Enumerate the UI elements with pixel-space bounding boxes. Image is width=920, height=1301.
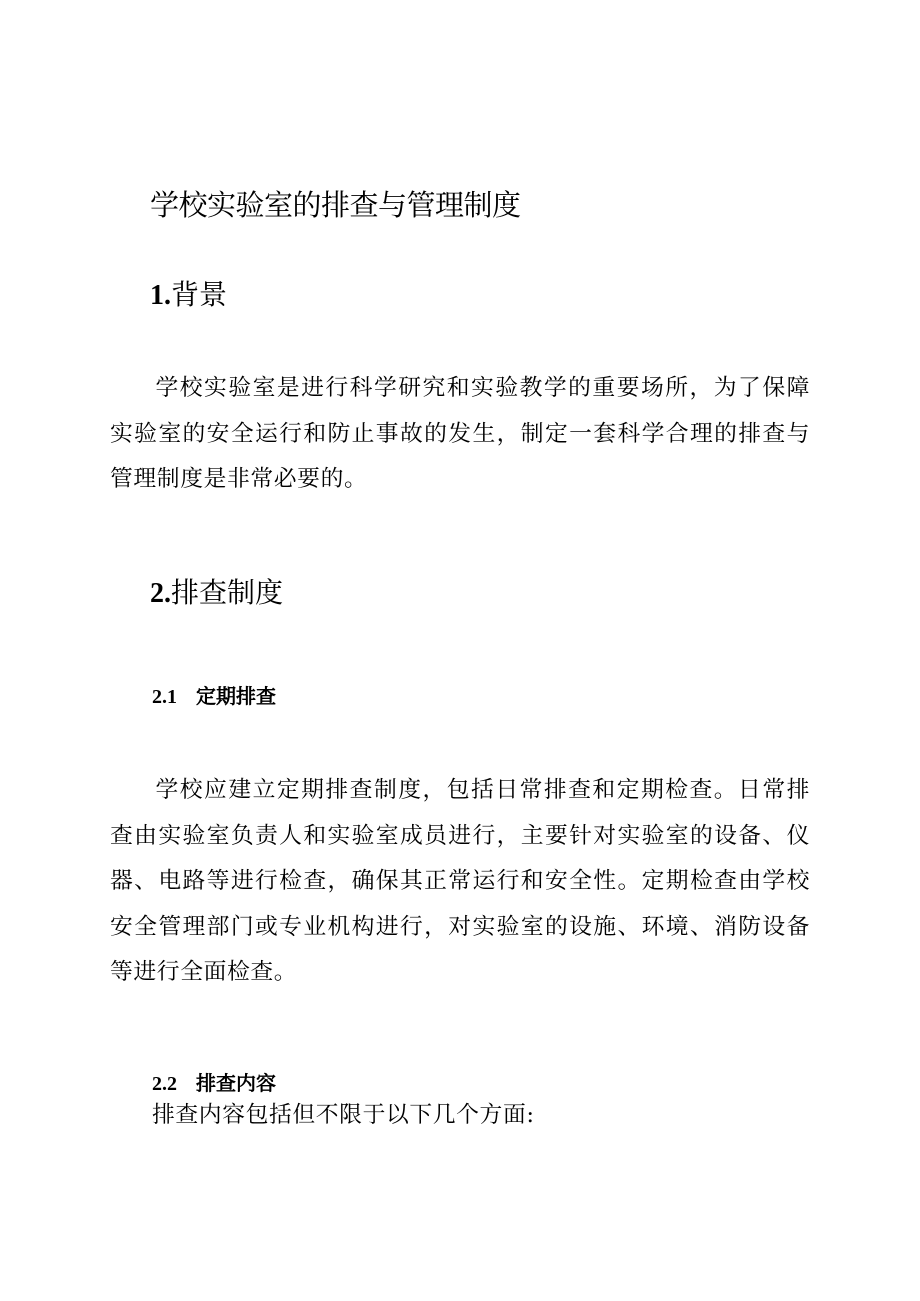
section-2-number: 2. [150, 578, 171, 609]
subsection-2-1-number: 2.1 [152, 686, 177, 708]
subsection-2-1-heading [152, 681, 276, 712]
subsection-2-1-paragraph: 学校应建立定期排查制度，包括日常排查和定期检查。日常排查由实验室负责人和实验室成员进行，主要针对实验室的设备、仪器、电路等进行检查，确保其正常运行和安全性。定期检查由学校安全管理部门或专业机构进行，对实验室的设施、环境、消防设备等进行全面检查。 [110, 777, 810, 985]
section-2-heading [150, 571, 283, 616]
section-1-number: 1. [150, 280, 171, 311]
section-2-title: 排查制度 [171, 576, 284, 609]
subsection-2-2-number: 2.2 [152, 1073, 177, 1095]
section-1-title: 背景 [171, 278, 228, 311]
section-1-paragraph: 学校实验室是进行科学研究和实验教学的重要场所，为了保障实验室的安全运行和防止事故的发生，制定一套科学合理的排查与管理制度是非常必要的。 [110, 375, 810, 492]
subsection-2-1-title: 定期排查 [196, 684, 276, 708]
subsection-2-2-heading [152, 1068, 276, 1099]
subsection-2-2-title: 排查内容 [196, 1071, 276, 1095]
subsection-2-2-lead: 排查内容包括但不限于以下几个方面: [152, 1102, 535, 1128]
document-title: 学校实验室的排查与管理制度 [150, 188, 521, 222]
section-1-heading [150, 273, 227, 318]
